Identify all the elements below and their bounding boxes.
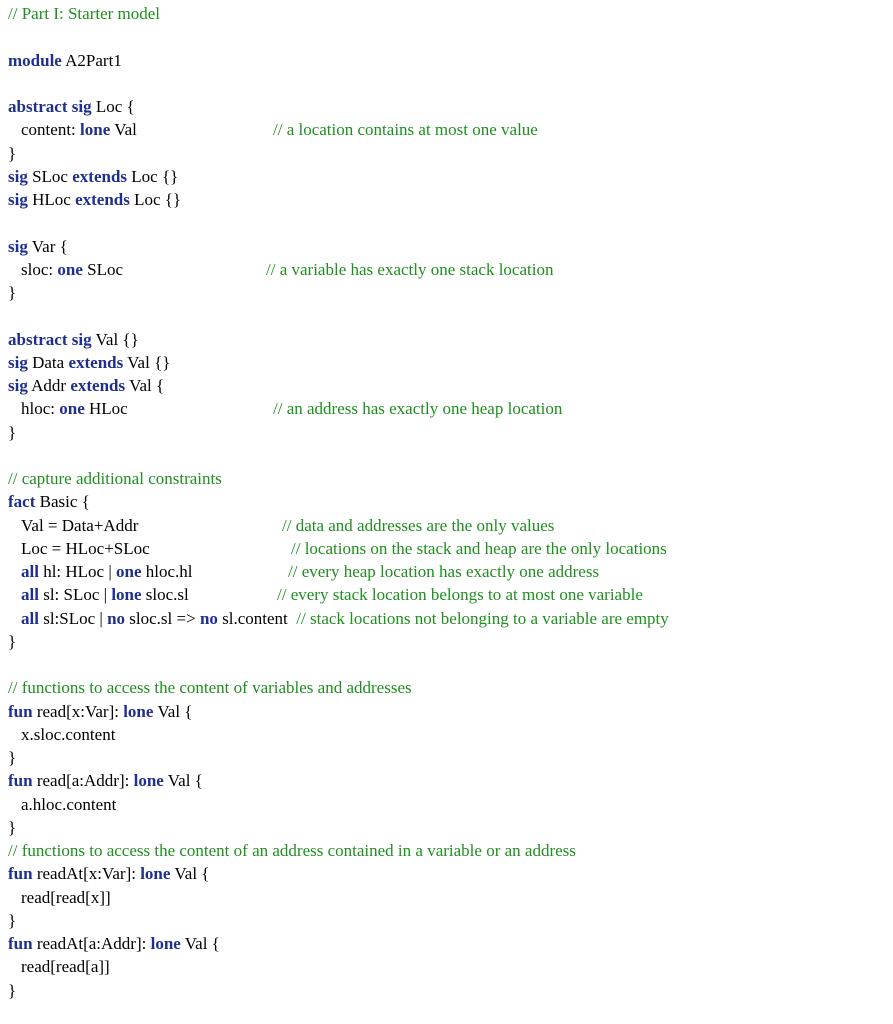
code-line xyxy=(8,118,888,141)
code-text xyxy=(8,423,16,442)
code-token: } xyxy=(8,631,17,651)
comment-token: // stack locations not belonging to a variable are empty xyxy=(296,608,669,628)
code-text xyxy=(8,725,115,744)
code-text xyxy=(8,702,192,721)
code-token: readAt[a:Addr]: xyxy=(32,934,151,953)
code-text xyxy=(8,609,669,628)
code-token: HLoc xyxy=(27,190,76,209)
code-text xyxy=(8,632,16,651)
code-line xyxy=(8,607,888,630)
keyword-token: extends xyxy=(68,352,124,372)
keyword-token: sig xyxy=(8,190,28,209)
code-token: SLoc xyxy=(82,259,123,279)
code-token: sloc: xyxy=(21,259,58,279)
code-line xyxy=(8,793,888,816)
keyword-token: sig xyxy=(8,166,28,186)
code-token: Loc {} xyxy=(129,190,182,209)
keyword-token: lone xyxy=(80,120,111,140)
inline-comment: // every stack location belongs to at most one variable xyxy=(277,585,643,605)
code-token: read[read[a]] xyxy=(21,957,110,977)
keyword-token: fun xyxy=(8,864,33,884)
code-line xyxy=(8,374,888,397)
code-token: Val { xyxy=(170,864,210,884)
code-line xyxy=(8,676,888,699)
keyword-token: one xyxy=(59,399,85,419)
code-line xyxy=(8,142,888,165)
code-token: content: xyxy=(21,120,81,140)
code-line xyxy=(8,258,888,281)
code-token: } xyxy=(8,980,17,1000)
code-text xyxy=(8,330,139,349)
keyword-token: fun xyxy=(8,771,33,791)
code-token: sloc.sl => xyxy=(125,608,200,628)
keyword-token: no xyxy=(199,608,218,628)
code-text xyxy=(8,167,178,186)
code-line xyxy=(8,932,888,955)
inline-comment: // a location contains at most one value xyxy=(273,120,538,140)
code-line xyxy=(8,700,888,723)
keyword-token: lone xyxy=(150,934,181,953)
keyword-token: one xyxy=(57,259,83,279)
code-text xyxy=(8,911,16,930)
keyword-token: abstract sig xyxy=(8,97,92,116)
code-token: Val {} xyxy=(123,352,171,372)
code-text xyxy=(8,492,90,511)
inline-comment: // every heap location has exactly one address xyxy=(288,562,600,581)
code-token: Val { xyxy=(163,771,203,791)
code-token: hloc.hl xyxy=(141,562,193,581)
blank-line xyxy=(8,653,888,676)
code-line xyxy=(8,583,888,606)
code-token: read[read[x]] xyxy=(21,887,111,907)
code-text xyxy=(8,260,123,279)
keyword-token: extends xyxy=(75,190,130,209)
code-line xyxy=(8,839,888,862)
code-line xyxy=(8,979,888,1002)
code-token: x.sloc.content xyxy=(21,724,116,744)
code-text xyxy=(8,539,150,558)
code-text xyxy=(8,888,111,907)
code-line xyxy=(8,328,888,351)
code-line xyxy=(8,746,888,769)
code-line xyxy=(8,351,888,374)
code-text xyxy=(8,957,110,976)
comment-token: // Part I: Starter model xyxy=(8,4,161,23)
code-token: Val = Data+Addr xyxy=(21,515,139,535)
keyword-token: all xyxy=(21,562,39,581)
code-token: } xyxy=(8,422,17,442)
inline-comment: // an address has exactly one heap location xyxy=(273,399,563,419)
code-token: Val xyxy=(110,120,137,140)
keyword-token: all xyxy=(21,585,39,605)
code-token: Loc = HLoc+SLoc xyxy=(21,538,150,558)
code-line xyxy=(8,188,888,211)
keyword-token: lone xyxy=(123,701,154,721)
code-text xyxy=(8,795,116,814)
code-line xyxy=(8,95,888,118)
code-line xyxy=(8,769,888,792)
code-line xyxy=(8,2,888,25)
code-token: } xyxy=(8,910,17,930)
inline-comment: // locations on the stack and heap are the only locations xyxy=(291,538,667,558)
blank-line xyxy=(8,304,888,327)
code-token: hl: HLoc | xyxy=(38,562,117,581)
code-token: } xyxy=(8,143,17,163)
code-text xyxy=(8,562,193,581)
code-text xyxy=(8,818,16,837)
code-token: Val { xyxy=(180,934,220,953)
blank-line xyxy=(8,72,888,95)
code-line xyxy=(8,909,888,932)
code-line xyxy=(8,560,888,583)
code-text xyxy=(8,120,137,139)
code-listing xyxy=(8,2,888,1002)
keyword-token: sig xyxy=(8,236,28,256)
code-token: hloc: xyxy=(21,399,60,419)
code-text xyxy=(8,399,128,418)
code-token: } xyxy=(8,817,17,837)
blank-line xyxy=(8,25,888,48)
code-token: HLoc xyxy=(84,399,128,419)
code-line xyxy=(8,281,888,304)
keyword-token: lone xyxy=(140,864,171,884)
code-token: Data xyxy=(27,352,69,372)
keyword-token: module xyxy=(8,50,62,70)
code-line xyxy=(8,816,888,839)
code-line xyxy=(8,537,888,560)
code-text xyxy=(8,237,68,256)
code-token: Basic { xyxy=(35,492,90,512)
comment-token: // functions to access the content of variables and addresses xyxy=(8,678,412,698)
code-token: sl:SLoc | xyxy=(38,608,108,628)
code-text xyxy=(8,934,220,953)
blank-line xyxy=(8,444,888,467)
code-text xyxy=(8,981,16,1000)
code-text xyxy=(8,283,16,302)
code-line xyxy=(8,235,888,258)
code-line xyxy=(8,490,888,513)
code-line xyxy=(8,955,888,978)
code-token: } xyxy=(8,283,17,302)
code-text xyxy=(8,97,135,116)
keyword-token: one xyxy=(116,562,142,581)
code-text xyxy=(8,51,122,70)
keyword-token: fun xyxy=(8,701,33,721)
code-text xyxy=(8,469,222,488)
code-token: Addr xyxy=(27,376,71,395)
code-token: read[x:Var]: xyxy=(32,701,124,721)
inline-comment: // data and addresses are the only values xyxy=(282,515,555,535)
code-text xyxy=(8,190,181,209)
code-token: Val {} xyxy=(91,329,139,349)
keyword-token: lone xyxy=(111,585,142,605)
code-line xyxy=(8,630,888,653)
code-token: Var { xyxy=(27,236,68,256)
code-token: Loc { xyxy=(91,97,135,116)
keyword-token: lone xyxy=(133,771,164,791)
code-token: a.hloc.content xyxy=(21,794,117,814)
code-line xyxy=(8,514,888,537)
code-line xyxy=(8,421,888,444)
code-text xyxy=(8,585,189,604)
blank-line xyxy=(8,211,888,234)
code-token: Val { xyxy=(153,701,193,721)
code-token: } xyxy=(8,748,17,767)
code-line xyxy=(8,165,888,188)
code-text xyxy=(8,353,170,372)
code-line xyxy=(8,467,888,490)
code-line xyxy=(8,397,888,420)
keyword-token: abstract sig xyxy=(8,329,92,349)
code-text xyxy=(8,516,138,535)
keyword-token: sig xyxy=(8,352,28,372)
comment-token: // capture additional constraints xyxy=(8,469,222,488)
keyword-token: extends xyxy=(70,376,126,395)
code-token: SLoc xyxy=(27,166,73,186)
code-text xyxy=(8,376,164,395)
keyword-token: sig xyxy=(8,376,28,395)
keyword-token: extends xyxy=(72,166,128,186)
code-text xyxy=(8,771,203,790)
code-text xyxy=(8,144,16,163)
code-token: Loc {} xyxy=(127,166,179,186)
code-line xyxy=(8,49,888,72)
code-text xyxy=(8,841,576,860)
code-token: readAt[x:Var]: xyxy=(32,864,141,884)
keyword-token: fun xyxy=(8,934,33,953)
code-token: sl: SLoc | xyxy=(38,585,112,605)
keyword-token: fact xyxy=(8,492,36,512)
code-text xyxy=(8,678,412,697)
keyword-token: all xyxy=(21,608,39,628)
code-text xyxy=(8,4,160,23)
code-token: sloc.sl xyxy=(141,585,189,605)
code-token: A2Part1 xyxy=(61,50,122,70)
code-text xyxy=(8,864,209,883)
code-token: read[a:Addr]: xyxy=(32,771,134,791)
inline-comment: // a variable has exactly one stack location xyxy=(266,259,554,279)
code-line xyxy=(8,886,888,909)
code-line xyxy=(8,723,888,746)
comment-token: // functions to access the content of an address contained in a variable or an address xyxy=(8,841,576,860)
code-text xyxy=(8,748,16,767)
code-line xyxy=(8,862,888,885)
code-token: Val { xyxy=(125,376,165,395)
keyword-token: no xyxy=(107,608,126,628)
code-token: sl.content xyxy=(217,608,297,628)
